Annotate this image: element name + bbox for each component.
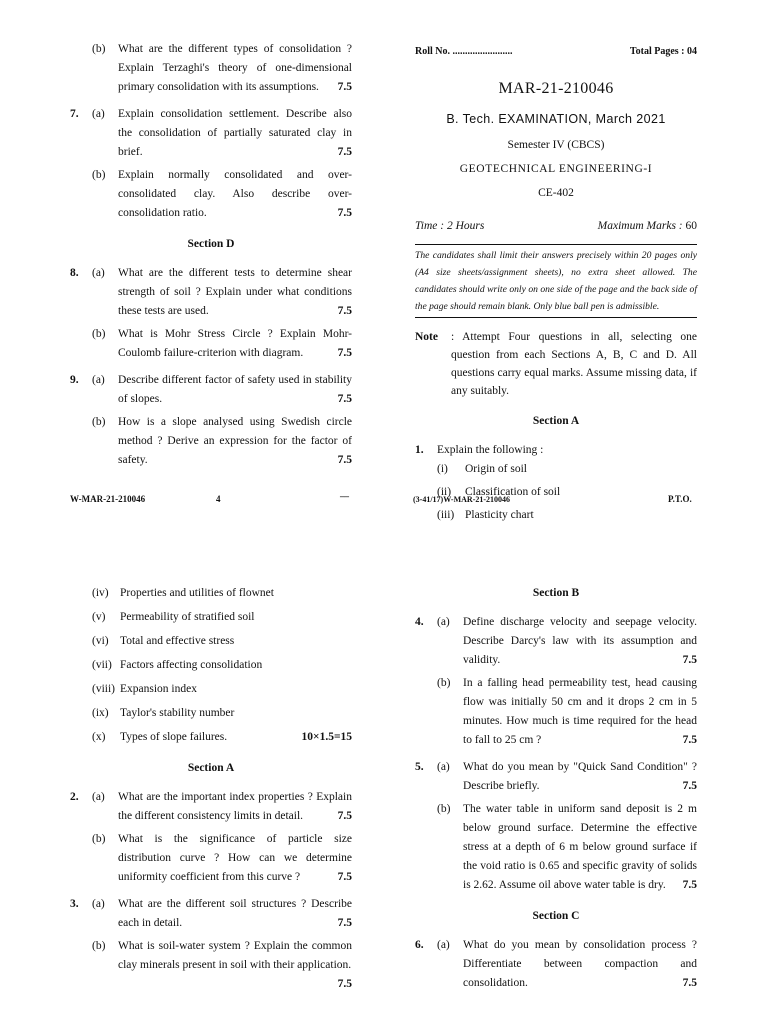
marks: 7.5 — [337, 810, 352, 822]
course-code: CE-402 — [538, 187, 574, 199]
part-text: What are the different soil structures ? Describe each in detail. — [118, 898, 352, 929]
question-7 — [70, 105, 352, 223]
part-label: (b) — [92, 43, 106, 55]
page-footer-code: W-MAR-21-210046 — [70, 494, 146, 504]
section-heading: Section C — [532, 910, 580, 922]
question-6 — [415, 936, 697, 993]
marks: 7.5 — [337, 917, 352, 929]
part-text: In a falling head permeability test, head causing flow was initially 50 cm and it drops 2 cm in 5 minutes. How much is time required for the head to fall to 25 cm ? — [463, 677, 697, 746]
part-label: (a) — [437, 939, 450, 951]
page-number: 4 — [216, 494, 221, 504]
marks: 7.5 — [337, 393, 352, 405]
question-number: 3. — [70, 898, 79, 910]
subpart-label: (v) — [92, 611, 106, 623]
subpart — [92, 608, 352, 627]
page4-column — [70, 40, 352, 474]
paper-code: MAR-21-210046 — [498, 80, 614, 97]
cover-column — [415, 42, 697, 529]
part-text: What is the significance of particle size distribution curve ? How can we determine uniformity coefficient from this curve ? — [118, 833, 352, 883]
note-label: Note — [415, 331, 438, 343]
subpart-text: Types of slope failures. — [120, 731, 228, 743]
question-9 — [70, 371, 352, 470]
question-part — [70, 264, 352, 321]
header-row — [415, 42, 697, 61]
question-number: 1. — [415, 444, 424, 456]
subpart-text: Factors affecting consolidation — [120, 659, 263, 671]
part-label: (b) — [92, 416, 106, 428]
part-label: (a) — [92, 374, 105, 386]
subpart-text: Permeability of stratified soil — [120, 611, 255, 623]
subpart — [92, 680, 352, 699]
question-part — [415, 800, 697, 895]
part-label: (a) — [437, 616, 450, 628]
question-part — [415, 613, 697, 670]
marks: 7.5 — [337, 146, 352, 158]
question-3 — [70, 895, 352, 990]
time-marks-row — [415, 217, 697, 236]
marks: 7.5 — [337, 454, 352, 466]
subpart-label: (vi) — [92, 635, 109, 647]
section-heading: Section A — [187, 762, 235, 774]
part-label: (b) — [92, 940, 106, 952]
question-part — [70, 105, 352, 162]
subpart-text: Expansion index — [120, 683, 197, 695]
roll-number: Roll No. ........................ — [415, 46, 513, 57]
note — [415, 328, 697, 400]
question-part — [70, 325, 352, 363]
subpart-text: Total and effective stress — [120, 635, 235, 647]
question-part — [70, 371, 352, 409]
page-bottom — [0, 512, 768, 1024]
subpart — [92, 656, 352, 675]
part-label: (a) — [92, 791, 105, 803]
subpart-label: (ix) — [92, 707, 109, 719]
subpart-text: Properties and utilities of flownet — [120, 587, 274, 599]
question-number: 4. — [415, 616, 424, 628]
question-part — [70, 413, 352, 470]
part-label: (a) — [437, 761, 450, 773]
part-label: (b) — [92, 328, 106, 340]
marks: 7.5 — [682, 780, 697, 792]
subpart-label: (iii) — [437, 509, 455, 521]
part-label: (a) — [92, 898, 105, 910]
subpart-text: Taylor's stability number — [120, 707, 235, 719]
subpart-label: (x) — [92, 731, 106, 743]
part-text: Explain normally consolidated and over-consolidated clay. Also describe over-consolidation ratio. — [118, 169, 352, 219]
subject: GEOTECHNICAL ENGINEERING-I — [459, 163, 653, 175]
marks: 7.5 — [337, 978, 352, 990]
question-stem: Explain the following : — [437, 444, 544, 456]
marks: 7.5 — [337, 347, 352, 359]
note-text: : Attempt Four questions in all, selecting one question from each Sections A, B, C and D. All questions carry equal marks. Assume missing data, if any suitably. — [451, 331, 697, 397]
section-heading: Section B — [532, 587, 580, 599]
part-text: What is Mohr Stress Circle ? Explain Mohr-Coulomb failure-criterion with diagram. — [118, 328, 352, 359]
max-marks-label: Maximum Marks : — [597, 220, 683, 232]
part-text: What do you mean by consolidation process ? Differentiate between compaction and consolidation. — [463, 939, 697, 989]
part-text: What is soil-water system ? Explain the common clay minerals present in soil with their application. — [118, 940, 352, 971]
section-heading: Section D — [187, 238, 235, 250]
question-part — [70, 166, 352, 223]
part-text: Define discharge velocity and seepage velocity. Describe Darcy's law with its assumption and validity. — [463, 616, 697, 666]
subpart-text: Origin of soil — [465, 463, 527, 475]
part-label: (a) — [92, 108, 105, 120]
question-number: 5. — [415, 761, 424, 773]
question-part — [70, 788, 352, 826]
question-number: 9. — [70, 374, 79, 386]
page3-column — [415, 584, 697, 997]
pto-label: P.T.O. — [668, 494, 692, 504]
marks: 7.5 — [337, 305, 352, 317]
page-footer-code: (3-41/17)W-MAR-21-210046 — [413, 495, 511, 504]
max-marks-value: 60 — [685, 220, 697, 232]
question-part — [70, 895, 352, 933]
question-8 — [70, 264, 352, 363]
part-text: Explain consolidation settlement. Describe also the consolidation of partially saturated clay in brief. — [118, 108, 352, 158]
question-number: 6. — [415, 939, 424, 951]
subpart — [437, 460, 697, 479]
part-text: The water table in uniform sand deposit is 2 m below ground surface. Determine the effective stress at a depth of 6 m below ground surface if the void ratio is 0.65 and specific gravity of solids is 2.62. Assume oil above water table is dry. — [463, 803, 697, 891]
part-text: What are the important index properties ? Explain the different consistency limits in detail. — [118, 791, 352, 822]
marks: 7.5 — [682, 654, 697, 666]
subpart-label: (vii) — [92, 659, 112, 671]
subpart-label: (ii) — [437, 486, 452, 498]
total-pages: Total Pages : 04 — [629, 46, 697, 57]
marks: 7.5 — [337, 81, 352, 93]
instructions: The candidates shall limit their answers precisely within 20 pages only (A4 size sheets/assignment sheets), no extra sheet allowed. The candidates should write only on one side of the page and the back side of the page should remain blank. Only blue ball pen is admissible. — [415, 244, 697, 318]
subpart-text: Plasticity chart — [465, 509, 534, 521]
subpart — [92, 728, 352, 747]
marks: 7.5 — [682, 977, 697, 989]
question-part — [70, 40, 352, 97]
footer-dash: __ — [340, 488, 349, 498]
exam-title: B. Tech. EXAMINATION, March 2021 — [446, 112, 666, 126]
part-label: (a) — [92, 267, 105, 279]
part-text: What are the different types of consolidation ? Explain Terzaghi's theory of one-dimensional primary consolidation with its assumptions. — [118, 43, 352, 93]
subpart-text: Classification of soil — [465, 486, 561, 498]
question-number: 8. — [70, 267, 79, 279]
subpart — [92, 584, 352, 603]
question-5 — [415, 758, 697, 895]
part-text: Describe different factor of safety used in stability of slopes. — [118, 374, 352, 405]
marks: 7.5 — [337, 871, 352, 883]
question-part — [415, 936, 697, 993]
part-label: (b) — [437, 677, 451, 689]
part-label: (b) — [92, 169, 106, 181]
marks: 7.5 — [337, 207, 352, 219]
question-number: 2. — [70, 791, 79, 803]
subpart — [92, 704, 352, 723]
section-heading: Section A — [532, 415, 580, 427]
question-part — [415, 674, 697, 750]
subpart-label: (i) — [437, 463, 448, 475]
question-part — [70, 937, 352, 990]
marks: 7.5 — [682, 734, 697, 746]
part-label: (b) — [92, 833, 106, 845]
question-number: 7. — [70, 108, 79, 120]
subpart — [92, 632, 352, 651]
subpart-label: (viii) — [92, 683, 115, 695]
question-4 — [415, 613, 697, 750]
part-text: What are the different tests to determine shear strength of soil ? Explain under what conditions these tests are used. — [118, 267, 352, 317]
subpart-label: (iv) — [92, 587, 109, 599]
question-part — [70, 830, 352, 887]
semester: Semester IV (CBCS) — [507, 139, 605, 151]
part-text: How is a slope analysed using Swedish circle method ? Derive an expression for the factor of safety. — [118, 416, 352, 466]
marks: 7.5 — [682, 879, 697, 891]
marks: 10×1.5=15 — [301, 731, 352, 743]
maximum-marks — [598, 217, 697, 236]
question-part — [415, 758, 697, 796]
part-label: (b) — [437, 803, 451, 815]
page2-column — [70, 584, 352, 994]
part-text: What do you mean by "Quick Sand Condition" ? Describe briefly. — [463, 761, 697, 792]
question-2 — [70, 788, 352, 887]
subparts-list — [70, 584, 352, 747]
time-allowed: Time : 2 Hours — [415, 220, 485, 232]
